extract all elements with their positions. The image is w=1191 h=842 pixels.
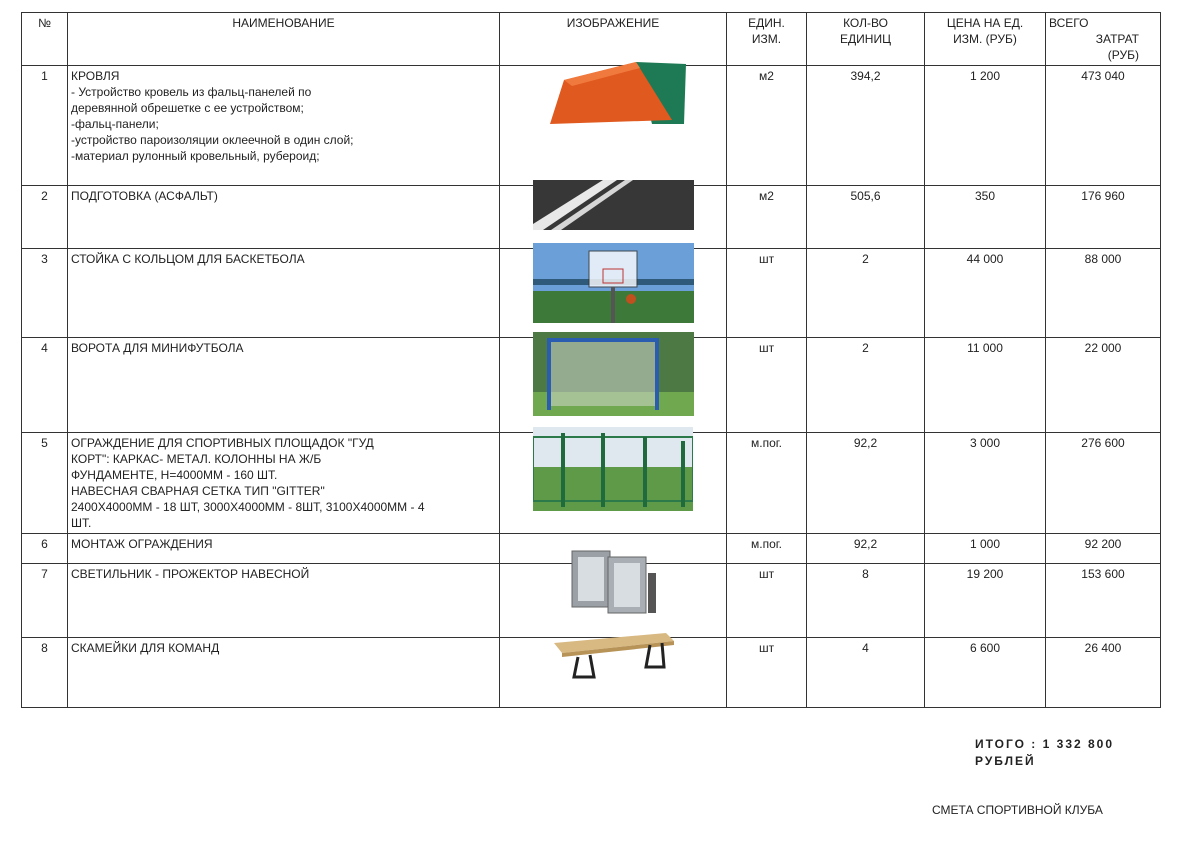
row-name-line: НАВЕСНАЯ СВАРНАЯ СЕТКА ТИП "GITTER": [71, 484, 325, 498]
row-num: 4: [22, 338, 68, 433]
row-total: 26 400: [1046, 638, 1161, 708]
row-qty: 92,2: [807, 534, 925, 564]
header-name: НАИМЕНОВАНИЕ: [68, 13, 500, 66]
row-name-line: -устройство пароизоляции оклеечной в один слой;: [71, 133, 354, 147]
row-name: [68, 338, 500, 433]
row-name: [68, 433, 500, 534]
row-qty: 92,2: [807, 433, 925, 534]
row-name-line: СКАМЕЙКИ ДЛЯ КОМАНД: [71, 641, 220, 655]
row-image-cell: [500, 249, 727, 338]
row-image-cell: [500, 564, 727, 638]
row-qty: 8: [807, 564, 925, 638]
row-image-cell: [500, 186, 727, 249]
row-name: [68, 249, 500, 338]
table-row: [22, 564, 1161, 638]
table-row: [22, 66, 1161, 186]
table-row: [22, 249, 1161, 338]
row-price: 1 000: [925, 534, 1046, 564]
row-qty: 394,2: [807, 66, 925, 186]
header-total-l3: (РУБ): [1107, 48, 1139, 62]
row-unit: шт: [727, 564, 807, 638]
row-num: 6: [22, 534, 68, 564]
header-image: ИЗОБРАЖЕНИЕ: [500, 13, 727, 66]
document-caption: СМЕТА СПОРТИВНОЙ КЛУБА: [932, 803, 1103, 817]
header-total-l2: ЗАТРАТ: [1095, 32, 1139, 46]
header-num: №: [22, 13, 68, 66]
row-name-line: ВОРОТА ДЛЯ МИНИФУТБОЛА: [71, 341, 244, 355]
header-total: [1046, 13, 1161, 66]
header-qty: [807, 13, 925, 66]
header-price: [925, 13, 1046, 66]
row-total: 92 200: [1046, 534, 1161, 564]
row-image-cell: [500, 338, 727, 433]
row-num: 8: [22, 638, 68, 708]
grand-total: [975, 736, 1114, 770]
row-name-line: ФУНДАМЕНТЕ, Н=4000ММ - 160 ШТ.: [71, 468, 278, 482]
row-name: [68, 564, 500, 638]
row-name: [68, 534, 500, 564]
row-unit: м2: [727, 186, 807, 249]
floodlight-image: [568, 549, 662, 615]
row-name-line: -фальц-панели;: [71, 117, 159, 131]
asphalt-image: [533, 180, 694, 230]
bench-image: [550, 629, 678, 681]
rubber-roof-tiles-image: [544, 62, 686, 124]
row-total: 276 600: [1046, 433, 1161, 534]
row-price: 350: [925, 186, 1046, 249]
row-name-line: -материал рулонный кровельный, рубероид;: [71, 149, 320, 163]
row-name: [68, 186, 500, 249]
row-name-line: ШТ.: [71, 516, 92, 530]
row-price: 11 000: [925, 338, 1046, 433]
row-qty: 2: [807, 338, 925, 433]
row-unit: шт: [727, 338, 807, 433]
row-image-cell: [500, 638, 727, 708]
header-qty-l2: ЕДИНИЦ: [840, 32, 891, 46]
row-image-cell: [500, 433, 727, 534]
header-unit-l1: ЕДИН.: [748, 16, 785, 30]
estimate-table: [21, 12, 1161, 708]
row-name-line: - Устройство кровель из фальц-панелей по: [71, 85, 312, 99]
row-price: 1 200: [925, 66, 1046, 186]
row-num: 3: [22, 249, 68, 338]
row-name-line: КОРТ": КАРКАС- МЕТАЛ. КОЛОННЫ НА Ж/Б: [71, 452, 322, 466]
row-total: 153 600: [1046, 564, 1161, 638]
row-name-line: деревянной обрешетке с ее устройством;: [71, 101, 304, 115]
row-name-line: ОГРАЖДЕНИЕ ДЛЯ СПОРТИВНЫХ ПЛОЩАДОК "ГУД: [71, 436, 374, 450]
row-name-line: СВЕТИЛЬНИК - ПРОЖЕКТОР НАВЕСНОЙ: [71, 567, 310, 581]
row-unit: м.пог.: [727, 534, 807, 564]
row-name: [68, 638, 500, 708]
row-name-line: МОНТАЖ ОГРАЖДЕНИЯ: [71, 537, 213, 551]
row-price: 3 000: [925, 433, 1046, 534]
football-goal-image: [533, 332, 694, 416]
header-row: [22, 13, 1161, 66]
row-unit: м.пог.: [727, 433, 807, 534]
row-total: 176 960: [1046, 186, 1161, 249]
header-unit-l2: ИЗМ.: [751, 32, 782, 46]
row-total: 88 000: [1046, 249, 1161, 338]
row-unit: м2: [727, 66, 807, 186]
row-name-line: КРОВЛЯ: [71, 69, 120, 83]
row-price: 44 000: [925, 249, 1046, 338]
row-num: 7: [22, 564, 68, 638]
row-name-line: 2400Х4000ММ - 18 ШТ, 3000Х4000ММ - 8ШТ, 3100Х4000ММ - 4: [71, 500, 425, 514]
row-unit: шт: [727, 249, 807, 338]
table-row: [22, 338, 1161, 433]
row-total: 473 040: [1046, 66, 1161, 186]
row-num: 5: [22, 433, 68, 534]
header-qty-l1: КОЛ-ВО: [843, 16, 888, 30]
row-name-line: СТОЙКА С КОЛЬЦОМ ДЛЯ БАСКЕТБОЛА: [71, 252, 305, 266]
row-total: 22 000: [1046, 338, 1161, 433]
basketball-hoop-image: [533, 243, 694, 323]
row-num: 1: [22, 66, 68, 186]
row-num: 2: [22, 186, 68, 249]
row-name-line: ПОДГОТОВКА (АСФАЛЬТ): [71, 189, 218, 203]
row-unit: шт: [727, 638, 807, 708]
row-qty: 505,6: [807, 186, 925, 249]
row-price: 6 600: [925, 638, 1046, 708]
grand-total-line1: ИТОГО : 1 332 800: [975, 737, 1115, 751]
grand-total-line2: РУБЛЕЙ: [975, 754, 1036, 768]
header-total-l1: ВСЕГО: [1049, 16, 1089, 30]
table-row: [22, 433, 1161, 534]
row-qty: 2: [807, 249, 925, 338]
row-image-cell: [500, 66, 727, 186]
row-qty: 4: [807, 638, 925, 708]
table-row: [22, 638, 1161, 708]
header-price-l2: ИЗМ. (РУБ): [953, 32, 1017, 46]
table-row: [22, 186, 1161, 249]
row-name: [68, 66, 500, 186]
fence-image: [533, 427, 693, 511]
header-price-l1: ЦЕНА НА ЕД.: [946, 16, 1024, 30]
header-unit: [727, 13, 807, 66]
row-price: 19 200: [925, 564, 1046, 638]
